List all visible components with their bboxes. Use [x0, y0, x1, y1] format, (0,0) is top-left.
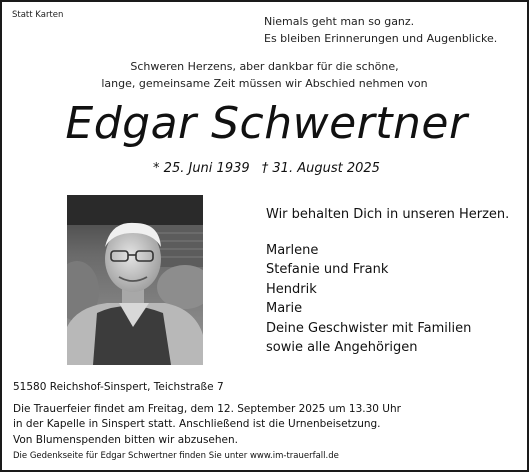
mourners-list [266, 241, 471, 357]
memorial-page-footer: Die Gedenkseite für Edgar Schwertner finden Sie unter www.im-trauerfall.de [13, 451, 339, 461]
funeral-service-info [13, 402, 401, 448]
death-date: † 31. August 2025 [261, 161, 380, 176]
deceased-name: Edgar Schwertner [65, 98, 468, 149]
service-line: in der Kapelle in Sinspert statt. Anschließend ist die Urnenbeisetzung. [13, 418, 381, 431]
mourner-name: Deine Geschwister mit Familien [266, 320, 472, 336]
birth-date: * 25. Juni 1939 [153, 161, 250, 176]
opening-quote [264, 13, 497, 47]
mourner-name: Hendrik [266, 281, 317, 297]
service-line: Von Blumenspenden bitten wir abzusehen. [13, 433, 239, 446]
mourner-name: sowie alle Angehörigen [266, 340, 418, 356]
mourner-name: Marie [266, 301, 303, 317]
intro-line: lange, gemeinsame Zeit müssen wir Abschied nehmen von [101, 77, 428, 90]
life-dates [2, 160, 529, 178]
family-address: 51580 Reichshof-Sinspert, Teichstraße 7 [13, 381, 224, 393]
intro-line: Schweren Herzens, aber dankbar für die schöne, [130, 60, 399, 73]
mourner-name: Stefanie und Frank [266, 262, 389, 278]
statt-karten-tag: Statt Karten [12, 10, 64, 20]
mourner-name: Marlene [266, 243, 319, 258]
service-line: Die Trauerfeier findet am Freitag, dem 12. September 2025 um 13.30 Uhr [13, 403, 401, 415]
portrait-photo [67, 195, 203, 365]
intro-text [2, 58, 527, 92]
quote-line: Es bleiben Erinnerungen und Augenblicke. [264, 32, 498, 45]
tribute-line: Wir behalten Dich in unseren Herzen. [266, 207, 510, 222]
quote-line: Niemals geht man so ganz. [264, 15, 415, 28]
